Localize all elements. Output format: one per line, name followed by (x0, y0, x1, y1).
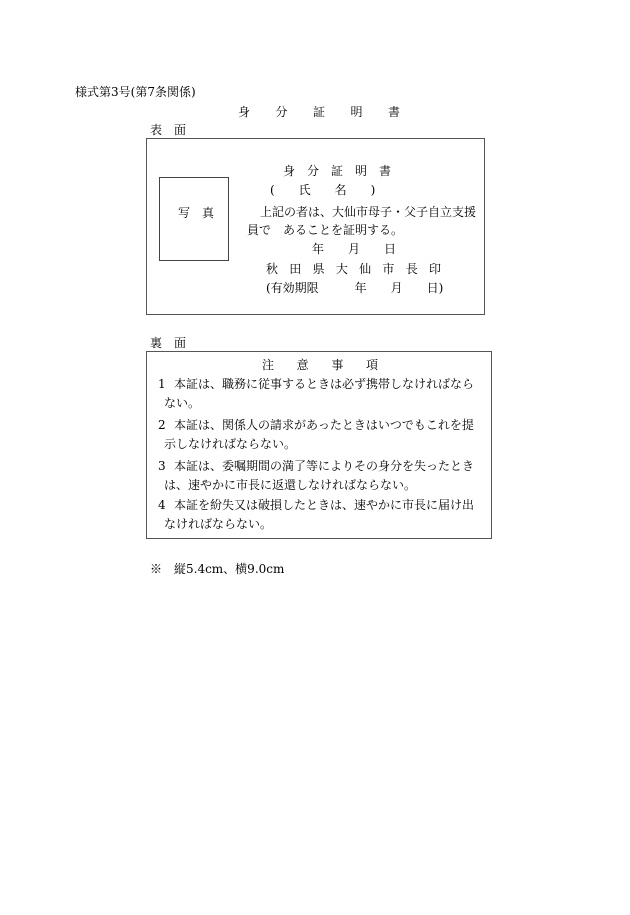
issuer-char: 秋 (266, 262, 279, 276)
card-title-char: 分 (306, 164, 319, 178)
form-label: 様式第3号(第7条関係) (75, 85, 196, 99)
notes-title-char: 項 (365, 358, 378, 372)
note-item (158, 496, 480, 534)
notes-title-char: 意 (296, 358, 309, 372)
issue-date: 年 月 日 (312, 242, 397, 256)
note-text: 本証は、委嘱期間の満了等によりその身分を失ったとき (174, 459, 475, 473)
note-text: 本証を紛失又は破損したときは、速やかに市長に届け出 (174, 498, 475, 512)
note-item (158, 375, 480, 413)
note-item (158, 416, 480, 454)
note-item (158, 457, 480, 495)
issuer-char: 田 (289, 262, 302, 276)
note-number: 3 (158, 459, 166, 473)
issuer-char: 印 (428, 262, 441, 276)
front-label: 表 面 (150, 123, 187, 137)
note-number: 1 (158, 377, 166, 391)
note-number: 2 (158, 418, 166, 432)
statement-line-2: 員で あることを証明する。 (247, 223, 404, 237)
photo-label: 写 真 (178, 206, 215, 220)
title-char: 明 (350, 105, 363, 119)
note-continuation: ない。 (164, 396, 201, 410)
note-continuation: は、速やかに市長に返還しなければならない。 (164, 478, 417, 492)
issuer-line (266, 263, 441, 275)
card-title-char: 身 (283, 164, 296, 178)
notes-title-char: 事 (331, 358, 344, 372)
note-continuation: 示しなければならない。 (164, 437, 297, 451)
notes-title-char: 注 (262, 358, 275, 372)
note-text: 本証は、職務に従事するときは必ず携帯しなければなら (174, 377, 475, 391)
back-label: 裏 面 (150, 336, 187, 350)
note-text: 本証は、関係人の請求があったときはいつでもこれを提 (174, 418, 474, 432)
title-char: 証 (312, 105, 325, 119)
card-title (283, 165, 391, 177)
note-continuation: なければならない。 (164, 517, 273, 531)
title-char: 分 (275, 105, 288, 119)
note-number: 4 (158, 498, 166, 512)
validity-period: (有効期限 年 月 日) (266, 281, 444, 295)
title-char: 書 (387, 105, 400, 119)
card-title-char: 証 (330, 164, 343, 178)
issuer-char: 県 (312, 262, 325, 276)
issuer-char: 市 (382, 262, 395, 276)
notes-title (262, 359, 378, 371)
issuer-char: 仙 (359, 262, 372, 276)
issuer-char: 長 (405, 262, 418, 276)
card-title-char: 明 (354, 164, 367, 178)
size-footnote: ※ 縦5.4cm、横9.0cm (150, 562, 285, 576)
statement-line-1: 上記の者は、大仙市母子・父子自立支援 (260, 205, 477, 219)
card-title-char: 書 (378, 164, 391, 178)
document-title (238, 106, 400, 118)
name-line: ( 氏 名 ) (270, 183, 376, 197)
title-char: 身 (238, 105, 251, 119)
issuer-char: 大 (335, 262, 348, 276)
